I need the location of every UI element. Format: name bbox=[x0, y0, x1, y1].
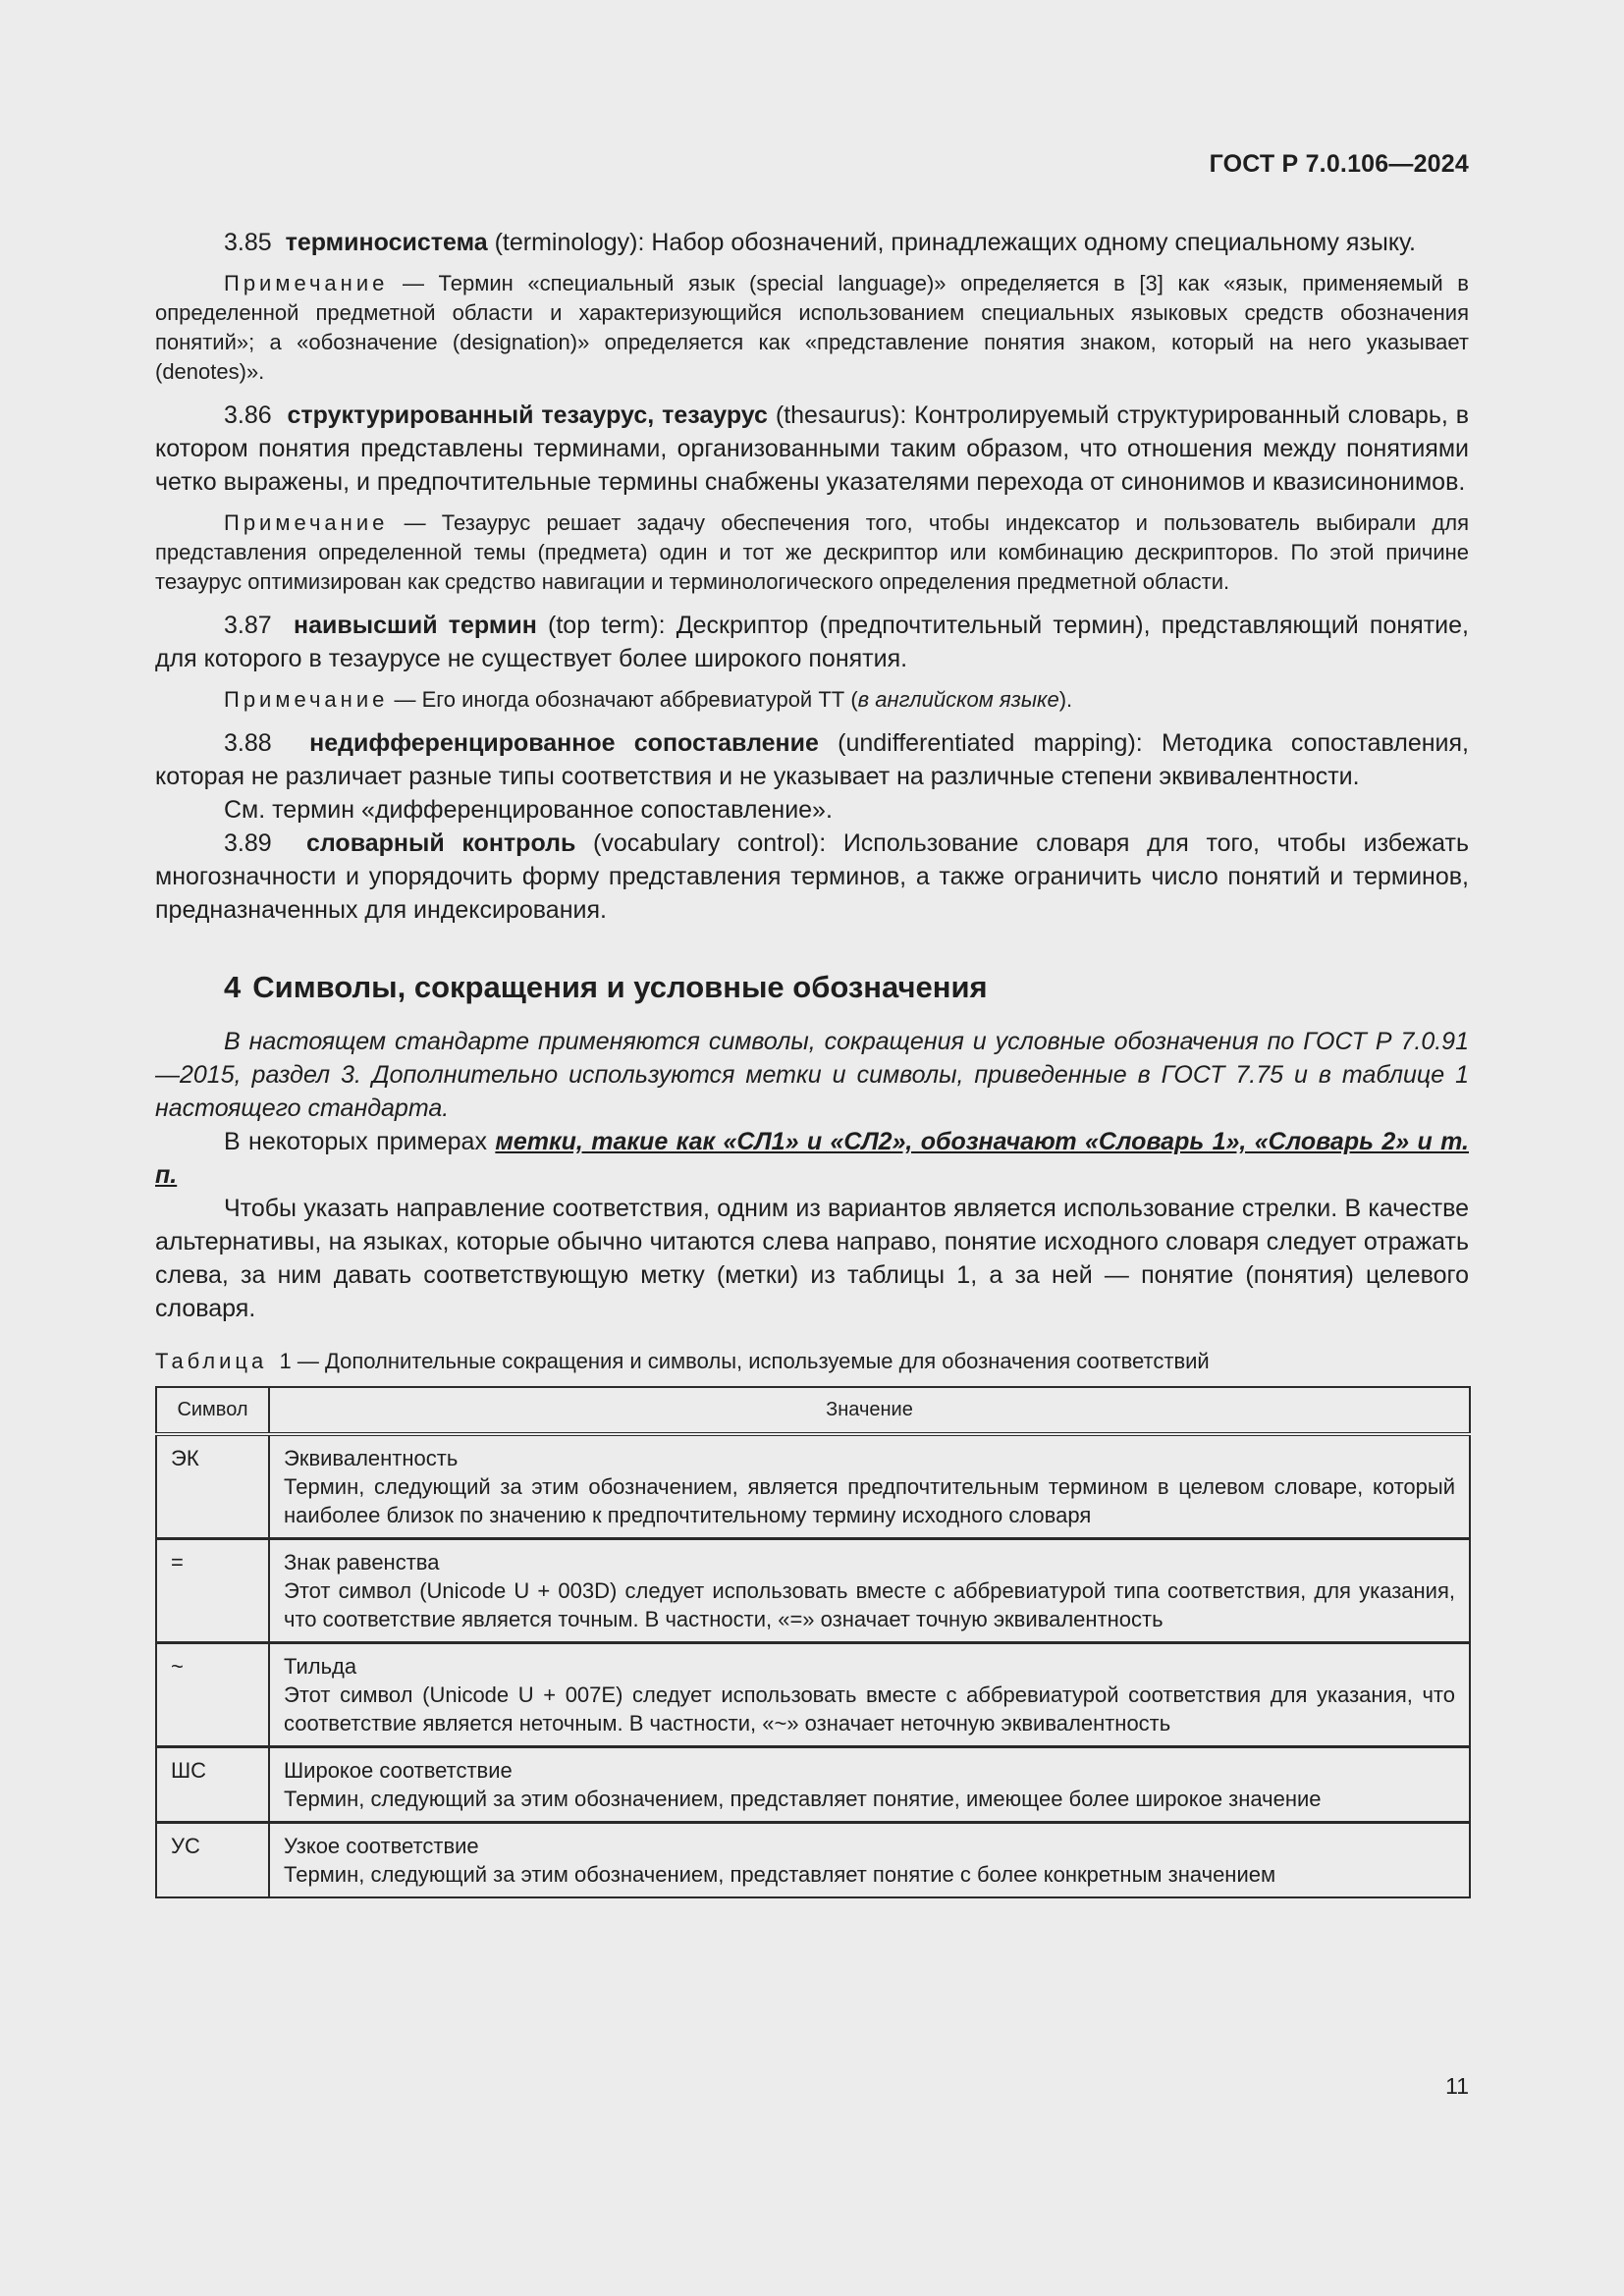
term-definition: (thesaurus): Контролируемый структурированный словарь, в котором понятия представлены терминами, организованными таким образом, что отношения между понятиями четко выражены, и предпочтительные термины снабжены указателями перехода от синонимов и квазисинонимов. bbox=[155, 401, 1469, 496]
table-row bbox=[156, 1643, 1470, 1747]
meaning-title: Тильда bbox=[284, 1654, 357, 1679]
note-text-italic: в английском языке bbox=[857, 687, 1059, 712]
section-heading bbox=[224, 970, 1469, 1005]
paragraph-text: В некоторых примерах bbox=[224, 1128, 487, 1155]
meaning-title: Эквивалентность bbox=[284, 1446, 459, 1470]
term-name: словарный контроль bbox=[305, 829, 576, 857]
meaning-cell bbox=[269, 1643, 1470, 1747]
note-text: — Тезаурус решает задачу обеспечения того, чтобы индексатор и пользователь выбирали для представления определенной темы (предмета) один и тот же дескриптор или комбинацию дескрипторов. По этой причине тезаурус оптимизирован как средство навигации и терминологического определения предметной области. bbox=[155, 510, 1469, 594]
meaning-title: Знак равенства bbox=[284, 1550, 440, 1575]
term-entry bbox=[155, 827, 1469, 927]
term-note bbox=[155, 269, 1469, 387]
meaning-cell bbox=[269, 1434, 1470, 1539]
section-number: 4 bbox=[224, 970, 242, 1004]
symbol-cell: УС bbox=[156, 1823, 269, 1898]
meaning-description: Термин, следующий за этим обозначением, представляет понятие с более конкретным значением bbox=[284, 1862, 1276, 1887]
term-name: структурированный тезаурус, тезаурус bbox=[287, 401, 768, 429]
term-name: наивысший термин bbox=[294, 612, 537, 639]
section-paragraph: Чтобы указать направление соответствия, одним из вариантов является использование стрелки. В качестве альтернативы, на языках, которые обычно читаются слева направо, понятие исходного словаря следует отражать слева, за ним давать соответствующую метку (метки) из таблицы 1, а за ней — понятие (понятия) целевого словаря. bbox=[155, 1195, 1469, 1322]
table-row bbox=[156, 1823, 1470, 1898]
page-number: 11 bbox=[1445, 2073, 1469, 2099]
note-text: — Его иногда обозначают аббревиатурой ТТ ( bbox=[394, 687, 858, 712]
table-header-row bbox=[156, 1387, 1470, 1434]
meaning-title: Широкое соответствие bbox=[284, 1758, 513, 1783]
term-number: 3.88 bbox=[224, 729, 272, 757]
term-cross-reference: См. термин «дифференцированное сопоставление». bbox=[224, 796, 833, 824]
term-number: 3.89 bbox=[224, 829, 272, 857]
term-definition: (undifferentiated mapping): Методика сопоставления, которая не различает разные типы соответствия и не указывает на различные степени эквивалентности. bbox=[155, 729, 1469, 790]
symbol-cell: ЭК bbox=[156, 1434, 269, 1539]
meaning-description: Термин, следующий за этим обозначением, представляет понятие, имеющее более широкое значение bbox=[284, 1787, 1322, 1811]
symbol-cell: = bbox=[156, 1539, 269, 1643]
table-row bbox=[156, 1434, 1470, 1539]
note-text: — Термин «специальный язык (special language)» определяется в [3] как «язык, применяемый в определенной предметной области и характеризующийся использованием специальных языковых средств обозначения понятий»; а «обозначение (designation)» определяется как «представление понятия знаком, который на него указывает (denotes)». bbox=[155, 271, 1469, 384]
section-title: Символы, сокращения и условные обозначения bbox=[252, 970, 988, 1004]
term-entry bbox=[155, 226, 1469, 259]
note-text: ). bbox=[1058, 687, 1073, 712]
meaning-description: Этот символ (Unicode U + 003D) следует использовать вместе с аббревиатурой типа соответствия, для указания, что соответствие является точным. В частности, «=» означает точную эквивалентность bbox=[284, 1578, 1455, 1631]
note-label: Примечание bbox=[224, 271, 389, 295]
page-content bbox=[155, 226, 1469, 1898]
table-caption-label: Таблица bbox=[155, 1349, 268, 1373]
section-paragraph bbox=[155, 1125, 1469, 1192]
meaning-title: Узкое соответствие bbox=[284, 1834, 479, 1858]
meaning-cell bbox=[269, 1539, 1470, 1643]
note-label: Примечание bbox=[224, 510, 389, 535]
term-definition: (terminology): Набор обозначений, принадлежащих одному специальному языку. bbox=[494, 229, 1416, 256]
term-note bbox=[155, 685, 1469, 715]
symbols-table bbox=[155, 1386, 1471, 1898]
table-row bbox=[156, 1539, 1470, 1643]
column-header-meaning: Значение bbox=[269, 1387, 1470, 1434]
emphasized-text: метки, такие как «СЛ1» и «СЛ2», обозначают «Словарь 1», «Словарь 2» и т. п. bbox=[155, 1128, 1469, 1189]
symbol-cell: ШС bbox=[156, 1747, 269, 1823]
term-number: 3.86 bbox=[224, 401, 272, 429]
term-entry bbox=[155, 609, 1469, 675]
note-label: Примечание bbox=[224, 687, 389, 712]
term-name: терминосистема bbox=[285, 229, 488, 256]
meaning-description: Этот символ (Unicode U + 007E) следует использовать вместе с аббревиатурой соответствия для указания, что соответствие является неточным. В частности, «~» означает неточную эквивалентность bbox=[284, 1682, 1455, 1735]
term-name: недифференцированное сопоставление bbox=[309, 729, 819, 757]
meaning-cell bbox=[269, 1823, 1470, 1898]
term-entry bbox=[155, 726, 1469, 793]
column-header-symbol: Символ bbox=[156, 1387, 269, 1434]
document-code: ГОСТ Р 7.0.106—2024 bbox=[1209, 150, 1469, 178]
term-number: 3.87 bbox=[224, 612, 272, 639]
meaning-description: Термин, следующий за этим обозначением, является предпочтительным термином в целевом словаре, который наиболее близок по значению к предпочтительному термину исходного словаря bbox=[284, 1474, 1455, 1527]
section-paragraph: В настоящем стандарте применяются символы, сокращения и условные обозначения по ГОСТ Р 7.0.91—2015, раздел 3. Дополнительно используются метки и символы, приведенные в ГОСТ 7.75 и в таблице 1 настоящего стандарта. bbox=[155, 1028, 1469, 1122]
term-definition: (top term): Дескриптор (предпочтительный термин), представляющий понятие, для которого в тезаурусе не существует более широкого понятия. bbox=[155, 612, 1469, 672]
symbol-cell: ~ bbox=[156, 1643, 269, 1747]
term-entry bbox=[155, 399, 1469, 499]
table-caption-text: 1 — Дополнительные сокращения и символы, используемые для обозначения соответствий bbox=[279, 1349, 1210, 1373]
term-definition: (vocabulary control): Использование словаря для того, чтобы избежать многозначности и упорядочить форму представления терминов, а также ограничить число понятий и терминов, предназначенных для индексирования. bbox=[155, 829, 1469, 924]
term-number: 3.85 bbox=[224, 229, 272, 256]
table-row bbox=[156, 1747, 1470, 1823]
term-note bbox=[155, 508, 1469, 597]
meaning-cell bbox=[269, 1747, 1470, 1823]
table-caption bbox=[155, 1347, 1469, 1376]
